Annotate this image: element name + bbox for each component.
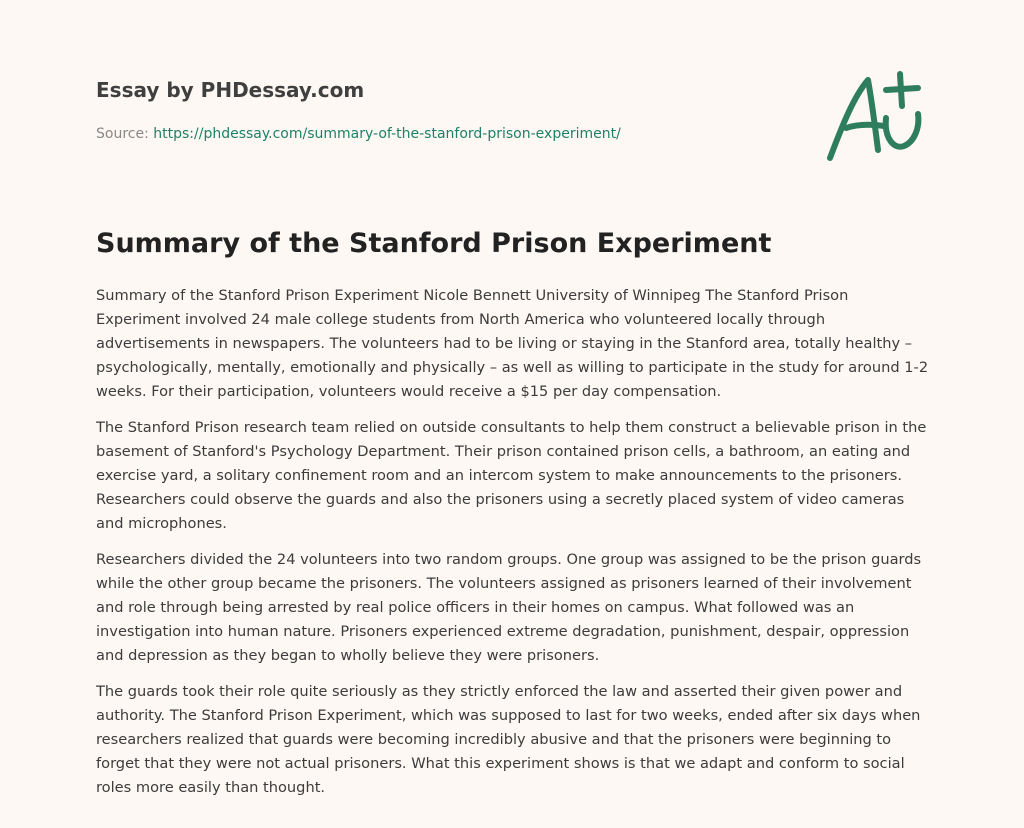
source-link[interactable]: https://phdessay.com/summary-of-the-stanford-prison-experiment/ [153,126,621,142]
essay-title: Summary of the Stanford Prison Experiment [96,228,772,259]
essay-body [96,284,932,812]
a-plus-grade-icon [820,66,930,166]
essay-paragraph: Summary of the Stanford Prison Experiment Nicole Bennett University of Winnipeg The Stanford Prison Experiment involved 24 male college students from North America who volunteered locally through advertisements in newspapers. The volunteers had to be living or staying in the Stanford area, totally healthy – psychologically, mentally, emotionally and physically – as well as willing to participate in the study for around 1-2 weeks. For their participation, volunteers would receive a $15 per day compensation. [96,287,929,400]
essay-paragraph: The guards took their role quite seriously as they strictly enforced the law and asserted their given power and authority. The Stanford Prison Experiment, which was supposed to last for two weeks, ended after six days when researchers realized that guards were becoming incredibly abusive and that the prisoners were beginning to forget that they were not actual prisoners. What this experiment shows is that we adapt and conform to social roles more easily than thought. [96,683,921,796]
site-brand: Essay by PHDessay.com [96,78,365,102]
essay-paragraph: Researchers divided the 24 volunteers into two random groups. One group was assigned to be the prison guards while the other group became the prisoners. The volunteers assigned as prisoners learned of their involvement and role through being arrested by real police officers in their homes on campus. What followed was an investigation into human nature. Prisoners experienced extreme degradation, punishment, despair, oppression and depression as they began to wholly believe they were prisoners. [96,551,922,664]
source-line [96,124,796,144]
source-label: Source: [96,126,149,142]
essay-paragraph: The Stanford Prison research team relied on outside consultants to help them construct a believable prison in the basement of Stanford's Psychology Department. Their prison contained prison cells, a bathroom, an eating and exercise yard, a solitary confinement room and an intercom system to make announcements to the prisoners. Researchers could observe the guards and also the prisoners using a secretly placed system of video cameras and microphones. [96,419,927,532]
page-header [96,76,796,144]
